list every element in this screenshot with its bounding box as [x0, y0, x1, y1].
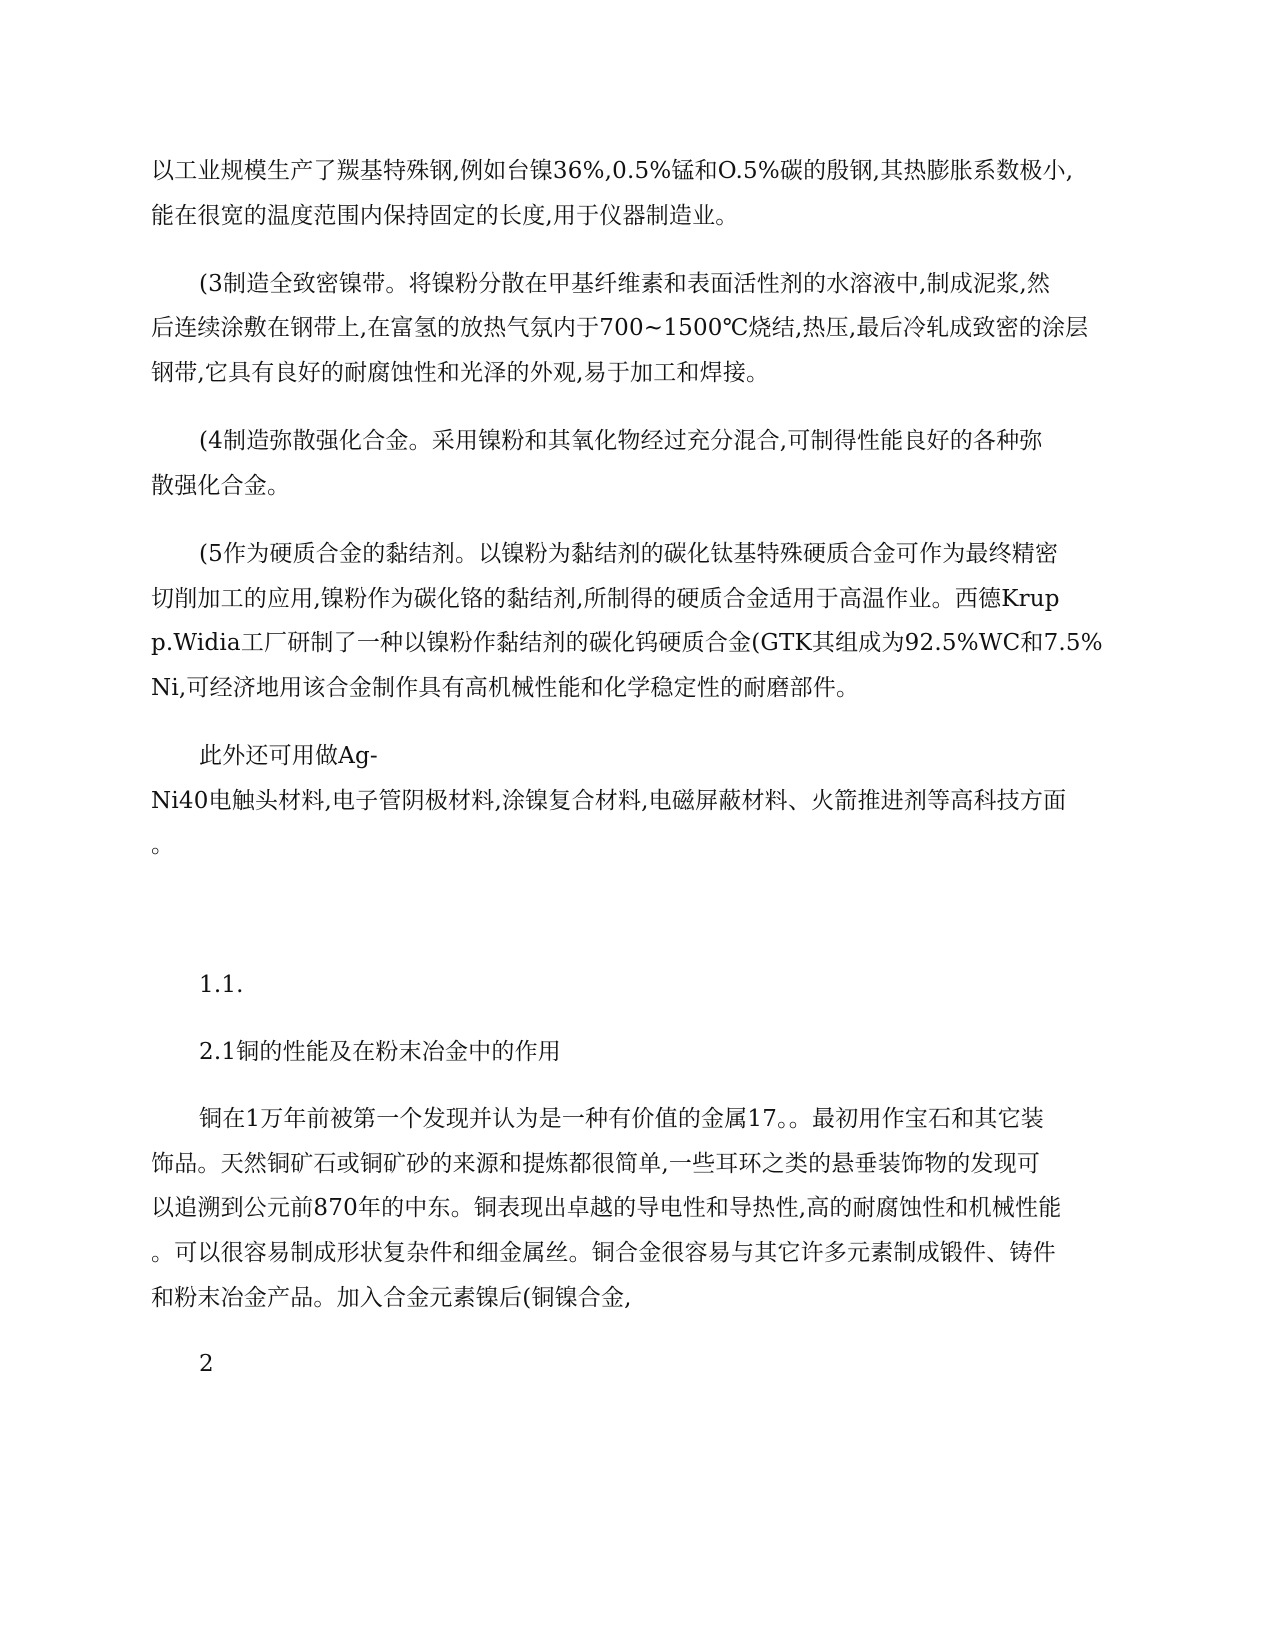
paragraph-invar-line-1: 以工业规模生产了羰基特殊钢,例如台镍36%,0.5%锰和O.5%碳的殷钢,其热膨胀系数极小, [151, 158, 1074, 184]
section-heading-2-1: 2.1铜的性能及在粉末冶金中的作用 [199, 1039, 561, 1065]
paragraph-invar-line-2: 能在很宽的温度范围内保持固定的长度,用于仪器制造业。 [151, 203, 739, 229]
paragraph-copper-line-2: 饰品。天然铜矿石或铜矿砂的来源和提炼都很简单,一些耳环之类的悬垂装饰物的发现可 [151, 1151, 1041, 1177]
paragraph-other-uses-line-2: Ni40电触头材料,电子管阴极材料,涂镍复合材料,电磁屏蔽材料、火箭推进剂等高科技方面 [151, 788, 1067, 814]
section-heading-1-1: 1.1. [199, 972, 244, 998]
footer-number: 2 [199, 1351, 214, 1377]
paragraph-copper-line-3: 以追溯到公元前870年的中东。铜表现出卓越的导电性和导热性,高的耐腐蚀性和机械性能 [151, 1195, 1062, 1221]
paragraph-nickel-strip-line-1: (3制造全致密镍带。将镍粉分散在甲基纤维素和表面活性剂的水溶液中,制成泥浆,然 [199, 271, 1051, 297]
paragraph-copper-line-4: 。可以很容易制成形状复杂件和细金属丝。铜合金很容易与其它许多元素制成锻件、铸件 [151, 1240, 1056, 1266]
paragraph-binder-line-4: Ni,可经济地用该合金制作具有高机械性能和化学稳定性的耐磨部件。 [151, 675, 860, 701]
paragraph-dispersion-line-2: 散强化合金。 [151, 473, 291, 499]
paragraph-binder-line-3: p.Widia工厂研制了一种以镍粉作黏结剂的碳化钨硬质合金(GTK其组成为92.5%WC和7.5% [151, 630, 1103, 656]
paragraph-nickel-strip-line-2: 后连续涂敷在钢带上,在富氢的放热气氛内于700~1500℃烧结,热压,最后冷轧成致密的涂层 [151, 315, 1089, 341]
paragraph-copper-line-1: 铜在1万年前被第一个发现并认为是一种有价值的金属17。。最初用作宝石和其它装 [199, 1106, 1044, 1132]
paragraph-copper-line-5: 和粉末冶金产品。加入合金元素镍后(铜镍合金, [151, 1285, 632, 1311]
paragraph-nickel-strip-line-3: 钢带,它具有良好的耐腐蚀性和光泽的外观,易于加工和焊接。 [151, 360, 770, 386]
paragraph-dispersion-line-1: (4制造弥散强化合金。采用镍粉和其氧化物经过充分混合,可制得性能良好的各种弥 [199, 428, 1043, 454]
paragraph-binder-line-1: (5作为硬质合金的黏结剂。以镍粉为黏结剂的碳化钛基特殊硬质合金可作为最终精密 [199, 541, 1059, 567]
paragraph-other-uses-line-1: 此外还可用做Ag- [199, 743, 378, 769]
paragraph-binder-line-2: 切削加工的应用,镍粉作为碳化铬的黏结剂,所制得的硬质合金适用于高温作业。西德Krup [151, 586, 1060, 612]
paragraph-other-uses-line-3: 。 [151, 832, 175, 858]
